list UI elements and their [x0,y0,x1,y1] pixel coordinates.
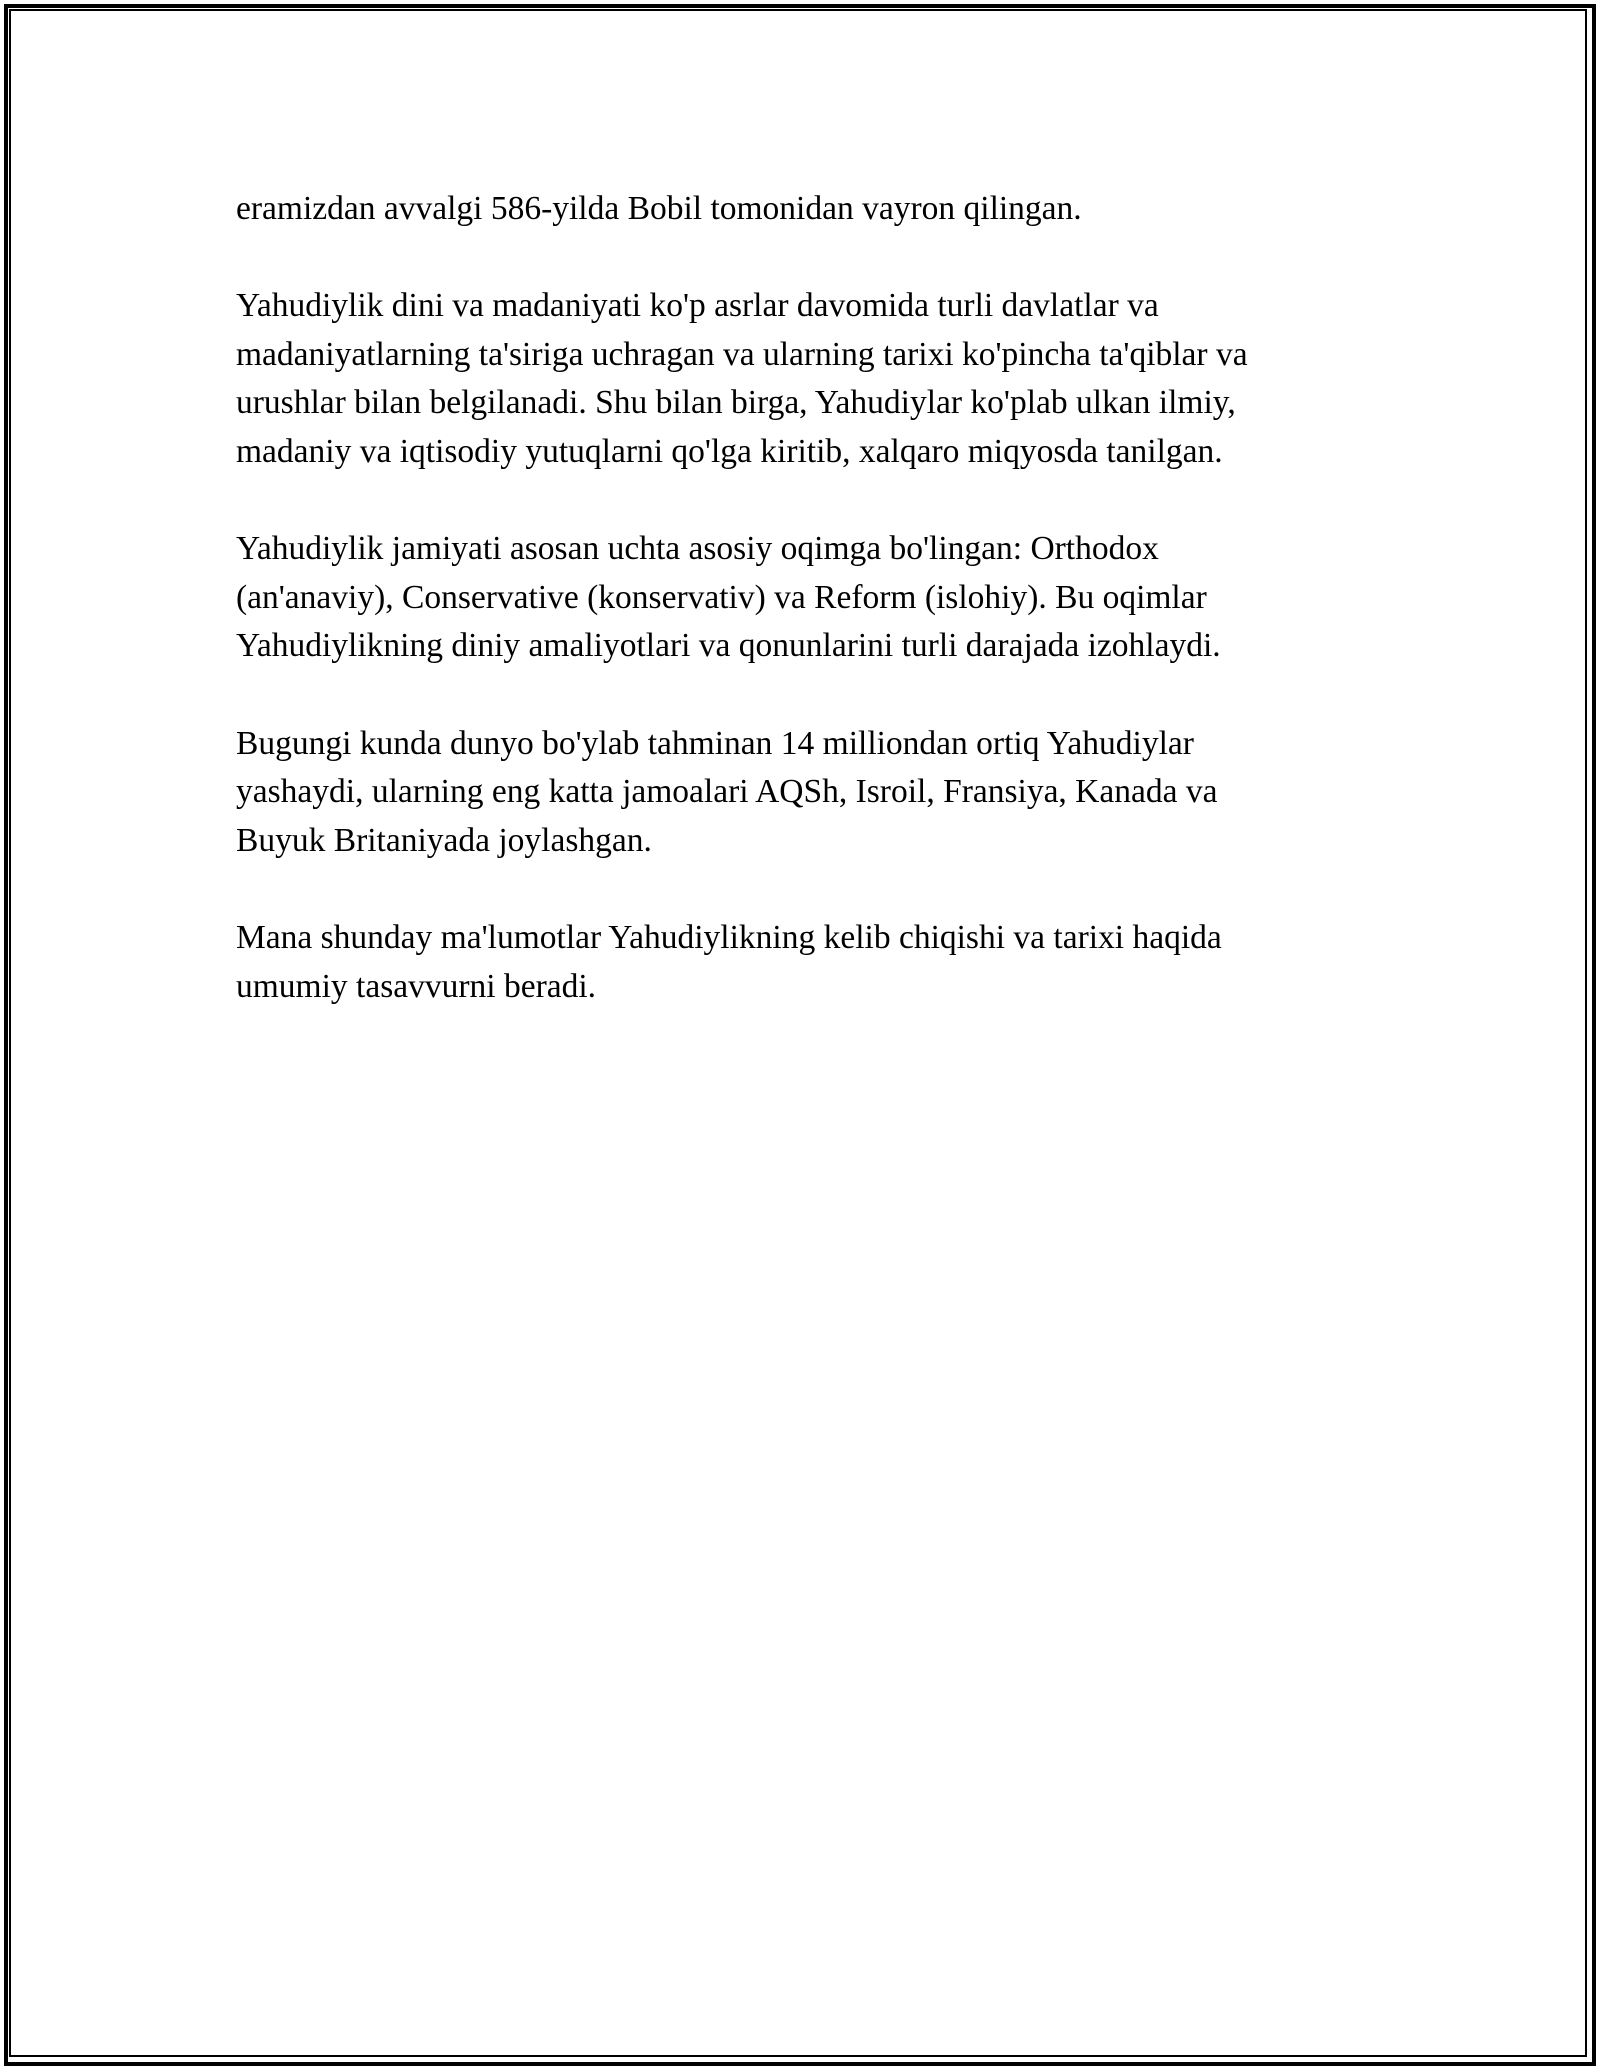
paragraph-5 [236,914,1376,1011]
text-line: urushlar bilan belgilanadi. Shu bilan birga, Yahudiylar ko'plab ulkan ilmiy, [236,384,1236,422]
paragraph-1 [236,185,1376,234]
paragraph-2 [236,282,1376,476]
paragraph-3 [236,525,1376,671]
document-body [236,185,1376,1060]
text-line: Yahudiylikning diniy amaliyotlari va qonunlarini turli darajada izohlaydi. [236,627,1221,665]
text-line: madaniy va iqtisodiy yutuqlarni qo'lga kiritib, xalqaro miqyosda tanilgan. [236,432,1223,470]
text-line: Buyuk Britaniyada joylashgan. [236,821,652,859]
text-line: Yahudiylik dini va madaniyati ko'p asrlar davomida turli davlatlar va [236,287,1159,325]
text-line: Mana shunday ma'lumotlar Yahudiylikning kelib chiqishi va tarixi haqida [236,918,1222,956]
text-line: eramizdan avvalgi 586-yilda Bobil tomonidan vayron qilingan. [236,190,1082,227]
text-line: Bugungi kunda dunyo bo'ylab tahminan 14 milliondan ortiq Yahudiylar [236,724,1194,762]
text-line: yashaydi, ularning eng katta jamoalari AQSh, Isroil, Fransiya, Kanada va [236,773,1218,811]
text-line: madaniyatlarning ta'siriga uchragan va ularning tarixi ko'pincha ta'qiblar va [236,335,1248,373]
text-line: (an'anaviy), Conservative (konservativ) va Reform (islohiy). Bu oqimlar [236,578,1207,616]
paragraph-4 [236,720,1376,866]
text-line: Yahudiylik jamiyati asosan uchta asosiy oqimga bo'lingan: Orthodox [236,530,1159,568]
text-line: umumiy tasavvurni beradi. [236,967,597,1005]
